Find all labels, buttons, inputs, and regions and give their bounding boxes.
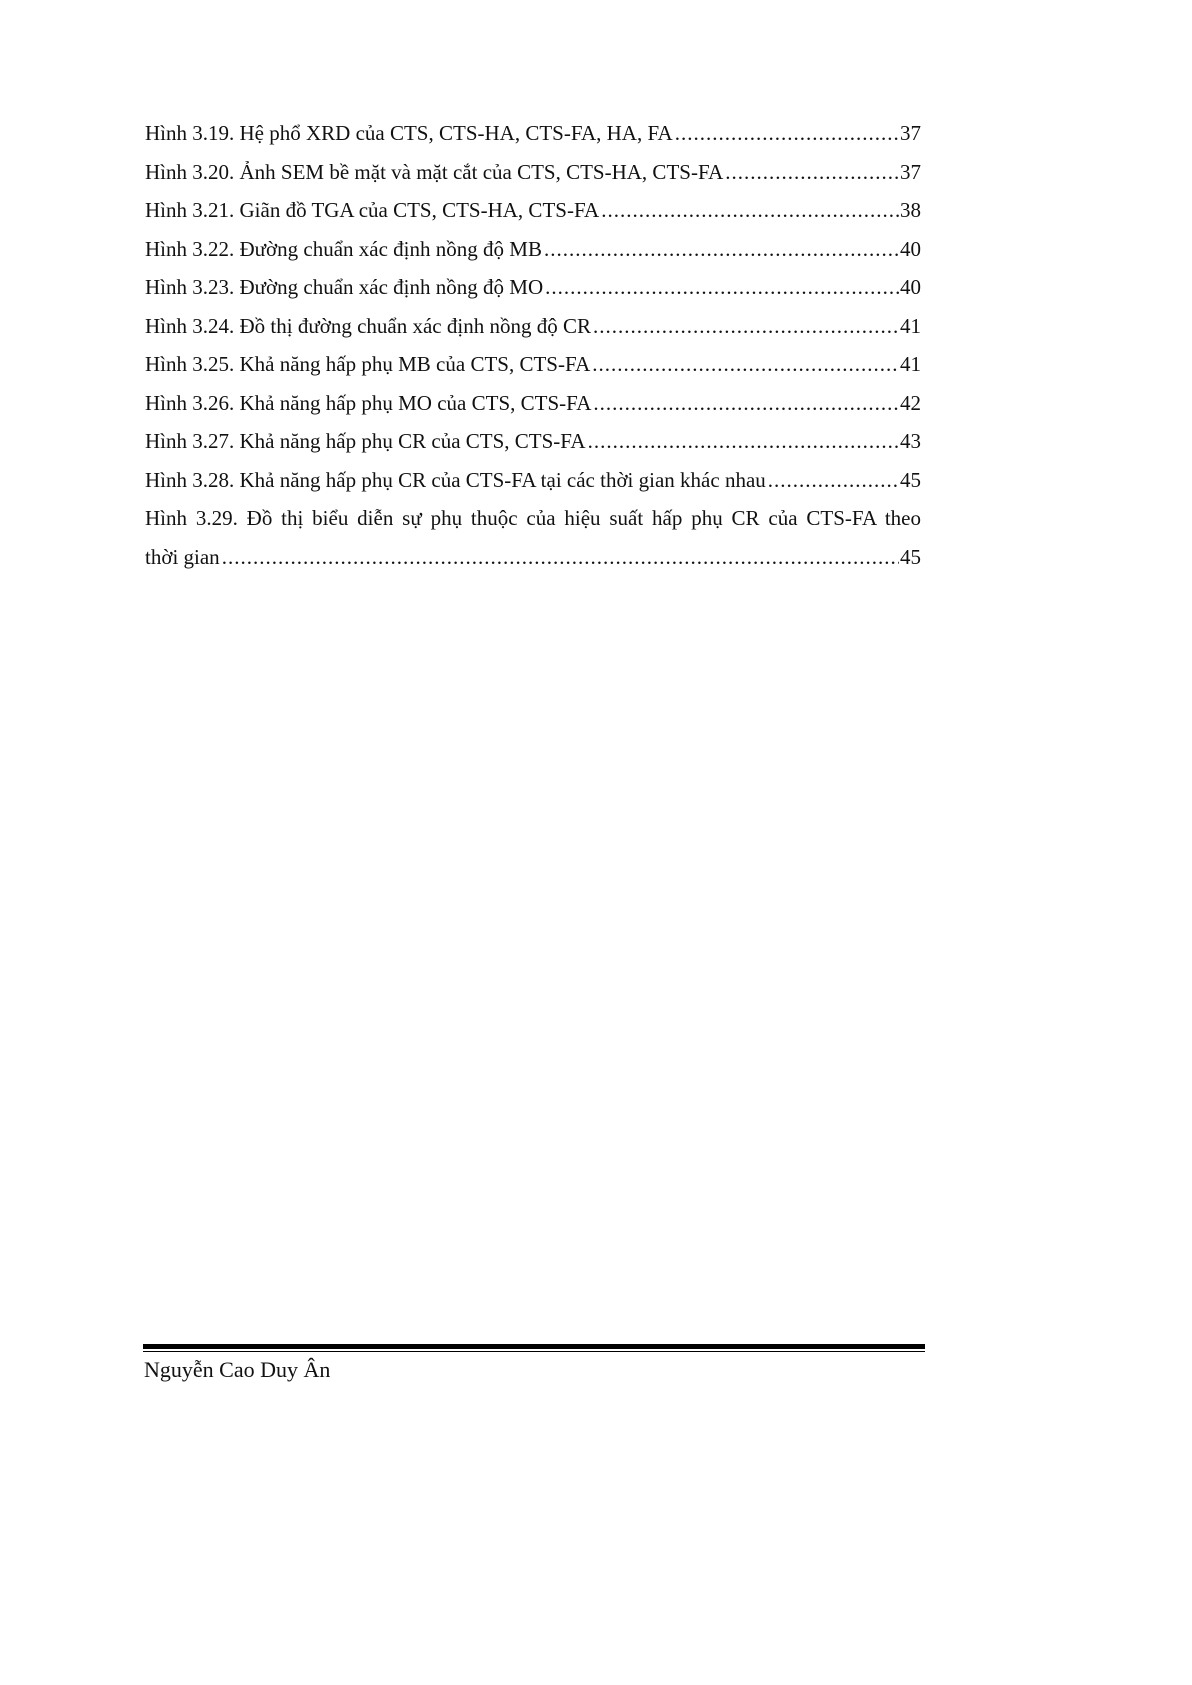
dot-leader bbox=[593, 384, 899, 423]
toc-entry-page: 40 bbox=[900, 236, 921, 261]
footer-rule-thin bbox=[143, 1351, 925, 1352]
dot-leader bbox=[601, 191, 899, 230]
dot-leader bbox=[725, 153, 899, 192]
toc-entry[interactable] bbox=[145, 191, 921, 230]
toc-entry-page: 37 bbox=[900, 159, 921, 184]
toc-entry-title: Hình 3.28. Khả năng hấp phụ CR của CTS-FA tại các thời gian khác nhau bbox=[145, 467, 766, 492]
dot-leader bbox=[593, 307, 899, 346]
toc-entry[interactable] bbox=[145, 461, 921, 500]
dot-leader bbox=[544, 230, 899, 269]
toc-entry-page: 41 bbox=[900, 352, 921, 376]
toc-entry[interactable] bbox=[145, 114, 921, 153]
list-of-figures bbox=[145, 114, 921, 576]
toc-entry-title: Hình 3.21. Giãn đồ TGA của CTS, CTS-HA, CTS-FA bbox=[145, 198, 600, 222]
toc-entry-title: Hình 3.20. Ảnh SEM bề mặt và mặt cắt của CTS, CTS-HA, CTS-FA bbox=[145, 159, 724, 184]
toc-entry-page: 45 bbox=[900, 544, 921, 569]
dot-leader bbox=[222, 538, 899, 577]
toc-entry[interactable] bbox=[145, 153, 921, 192]
toc-entry-wrapped[interactable] bbox=[145, 499, 921, 576]
toc-entry-page: 42 bbox=[900, 390, 921, 415]
toc-entry-page: 43 bbox=[900, 429, 921, 453]
toc-entry-continuation bbox=[145, 538, 921, 577]
toc-entry[interactable] bbox=[145, 230, 921, 269]
dot-leader bbox=[675, 114, 899, 153]
footer-rule-thick bbox=[143, 1344, 925, 1349]
dot-leader bbox=[592, 345, 899, 384]
toc-entry-title: Hình 3.23. Đường chuẩn xác định nồng độ MO bbox=[145, 275, 544, 299]
toc-entry-title: Hình 3.22. Đường chuẩn xác định nồng độ MB bbox=[145, 236, 542, 261]
toc-entry-title-line-1: Hình 3.29. Đồ thị biểu diễn sự phụ thuộc của hiệu suất hấp phụ CR của CTS-FA theo bbox=[145, 506, 921, 530]
toc-entry[interactable] bbox=[145, 345, 921, 384]
footer-author: Nguyễn Cao Duy Ân bbox=[144, 1357, 331, 1382]
toc-entry-title: Hình 3.19. Hệ phổ XRD của CTS, CTS-HA, CTS-FA, HA, FA bbox=[145, 121, 673, 145]
toc-entry-title: Hình 3.26. Khả năng hấp phụ MO của CTS, CTS-FA bbox=[145, 390, 592, 415]
toc-entry-title: Hình 3.24. Đồ thị đường chuẩn xác định nồng độ CR bbox=[145, 313, 591, 338]
toc-entry-page: 45 bbox=[900, 467, 921, 492]
toc-entry-page: 37 bbox=[900, 121, 921, 145]
dot-leader bbox=[588, 422, 899, 461]
toc-entry-title: Hình 3.25. Khả năng hấp phụ MB của CTS, CTS-FA bbox=[145, 352, 591, 376]
toc-entry-page: 41 bbox=[900, 313, 921, 338]
dot-leader bbox=[545, 268, 899, 307]
toc-entry[interactable] bbox=[145, 268, 921, 307]
toc-entry-title-line-2: thời gian bbox=[145, 544, 220, 569]
toc-entry[interactable] bbox=[145, 384, 921, 423]
toc-entry-page: 38 bbox=[900, 198, 921, 222]
toc-entry[interactable] bbox=[145, 307, 921, 346]
toc-entry-page: 40 bbox=[900, 275, 921, 299]
toc-entry-title: Hình 3.27. Khả năng hấp phụ CR của CTS, CTS-FA bbox=[145, 429, 586, 453]
dot-leader bbox=[768, 461, 899, 500]
toc-entry[interactable] bbox=[145, 422, 921, 461]
